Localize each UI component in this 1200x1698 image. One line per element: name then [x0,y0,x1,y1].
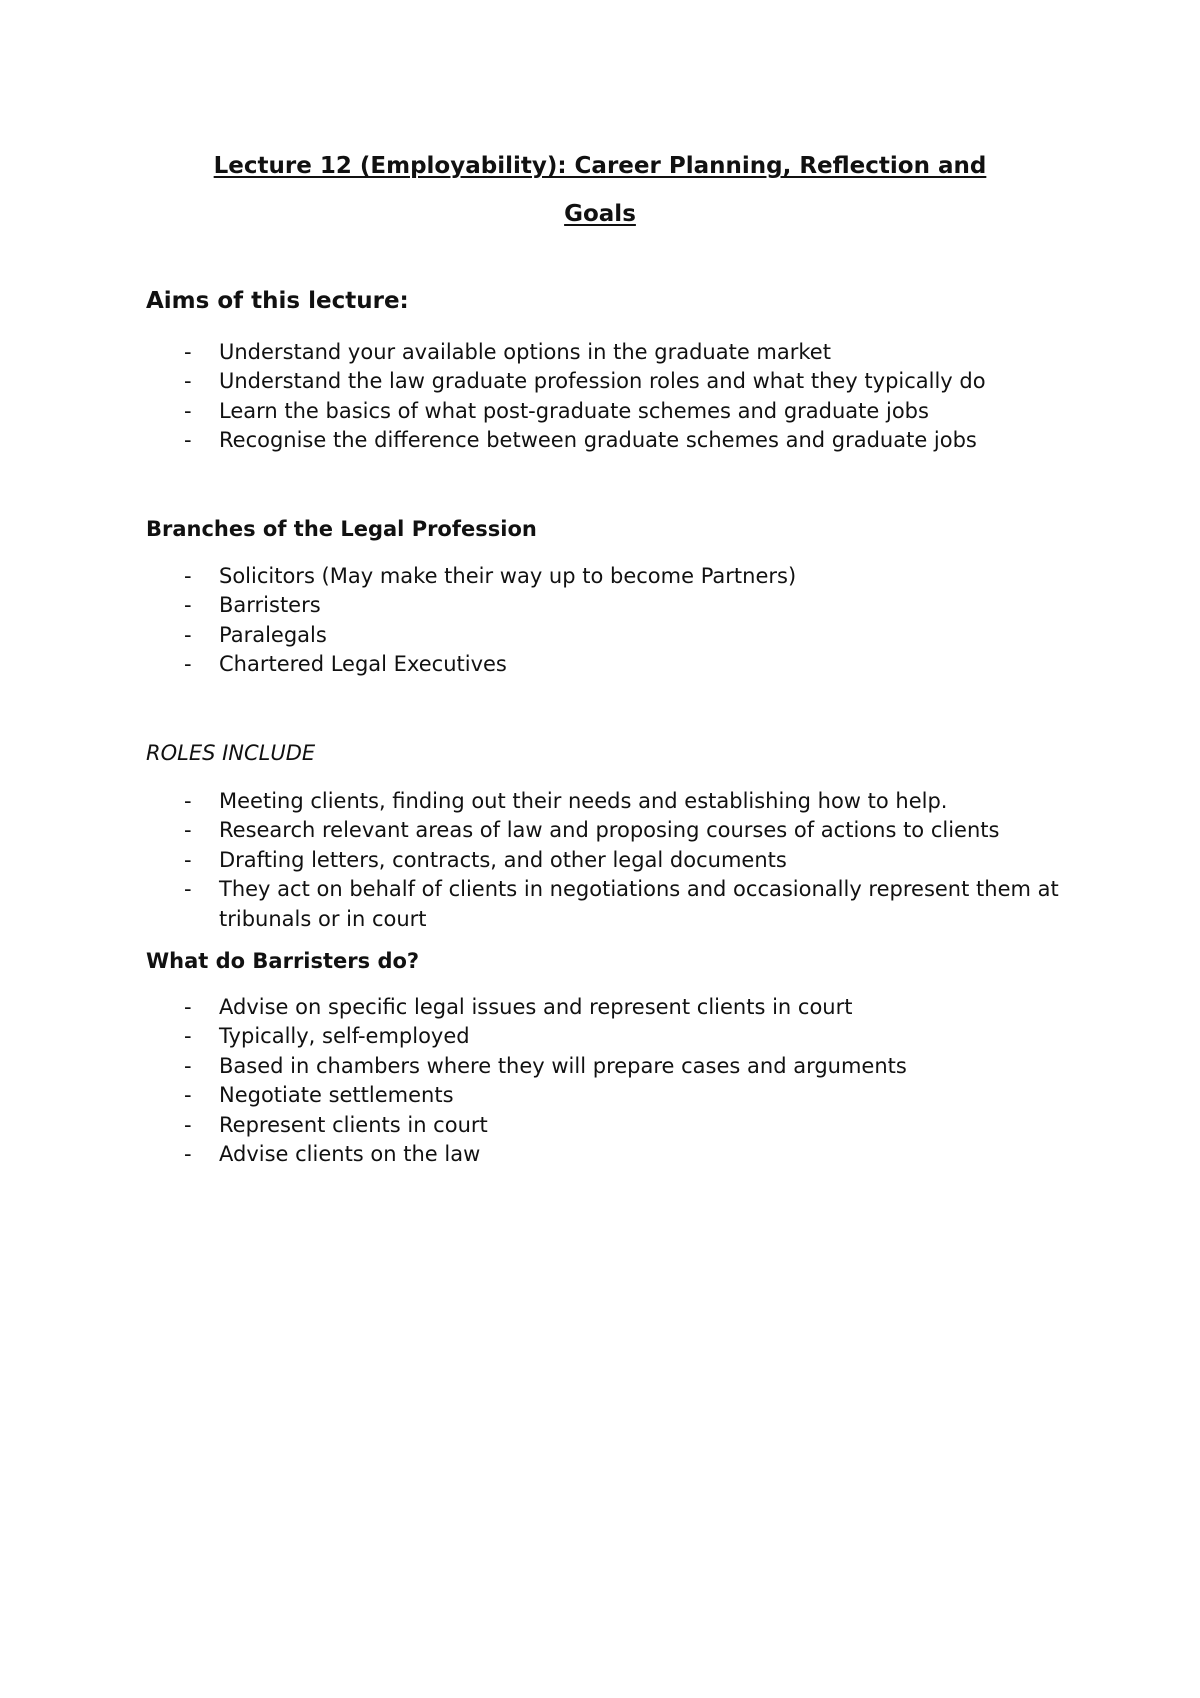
bullet-dash: - [184,1142,192,1167]
barristers-heading: What do Barristers do? [146,949,420,973]
lecture-title [0,142,1200,238]
list-item: - Advise on specific legal issues and represent clients in court [0,993,1089,1022]
list-item: - Drafting letters, contracts, and other legal documents [0,846,1089,875]
list-item: - Understand the law graduate profession roles and what they typically do [0,367,1089,396]
title-line-1: Lecture 12 (Employability): Career Planning, Reflection and [213,153,987,179]
bullet-dash: - [184,652,192,677]
bullet-dash: - [184,593,192,618]
list-item: - Understand your available options in the graduate market [0,338,1089,367]
bullet-dash: - [184,877,192,902]
branches-heading: Branches of the Legal Profession [146,517,537,541]
bullet-dash: - [184,622,192,647]
roles-heading: ROLES INCLUDE [146,741,316,765]
aims-heading: Aims of this lecture: [146,288,409,314]
bullet-dash: - [184,1053,192,1078]
list-item: - Typically, self-employed [0,1022,1089,1051]
list-item: - They act on behalf of clients in negotiations and occasionally represent them at tribunals or in court [184,877,1059,931]
bullet-dash: - [184,818,192,843]
list-item: - Research relevant areas of law and proposing courses of actions to clients [0,816,1089,845]
list-item: - Advise clients on the law [0,1140,1089,1169]
bullet-dash: - [184,1112,192,1137]
bullet-dash: - [184,995,192,1019]
title-line-2: Goals [564,201,636,227]
bullet-dash: - [184,1083,192,1108]
list-item: - Solicitors (May make their way up to become Partners) [0,562,1089,591]
bullet-dash: - [184,428,192,453]
bullet-dash: - [184,369,192,394]
bullet-dash: - [184,1024,192,1049]
list-item: - Represent clients in court [0,1111,1089,1140]
list-item: - Recognise the difference between graduate schemes and graduate jobs [0,426,1089,455]
aims-list [0,338,1089,456]
bullet-dash: - [184,398,192,423]
list-item: - Meeting clients, finding out their needs and establishing how to help. [0,787,1089,816]
list-item: - Paralegals [0,621,1089,650]
roles-list [0,787,1089,934]
list-item: - Based in chambers where they will prepare cases and arguments [0,1052,1089,1081]
list-item: - Chartered Legal Executives [0,650,1089,679]
bullet-dash: - [184,789,192,813]
branches-list [0,562,1089,680]
bullet-dash: - [184,340,192,364]
barristers-list [0,993,1089,1169]
list-item: - Barristers [0,591,1089,620]
list-item: - Learn the basics of what post-graduate schemes and graduate jobs [0,397,1089,426]
list-item: - Negotiate settlements [0,1081,1089,1110]
bullet-dash: - [184,564,192,588]
bullet-dash: - [184,847,192,872]
